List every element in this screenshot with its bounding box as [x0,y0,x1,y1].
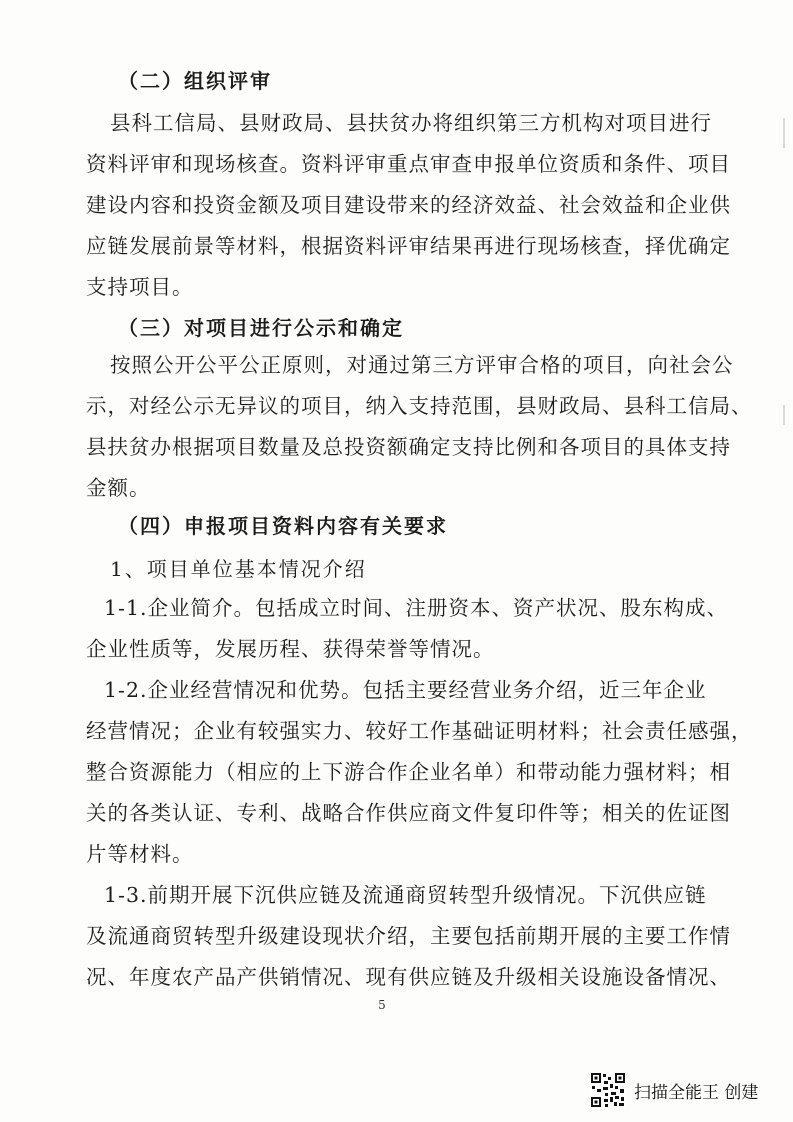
page-number: 5 [378,998,386,1012]
paragraph-line: 县科工信局、县财政局、县扶贫办将组织第三方机构对项目进行 [110,111,712,135]
paragraph-organize-review [86,103,731,308]
paragraph-line: 1-1.企业简介。包括成立时间、注册资本、资产状况、股东构成、 [104,596,729,620]
paragraph-line: 按照公开公平公正原则，对通过第三方评审合格的项目，向社会公 [110,353,734,377]
paragraph-line: 1-3.前期开展下沉供应链及流通商贸转型升级情况。下沉供应链 [104,883,707,907]
qr-code-icon [590,1072,626,1108]
paragraph-item-1-3 [86,875,731,998]
paragraph-publicity [86,345,753,509]
paragraph-line: 1-2.企业经营情况和优势。包括主要经营业务介绍，近三年企业 [104,678,707,702]
section-heading-organize-review: （二）组织评审 [118,69,272,93]
paragraph-line: 建设内容和投资金额及项目建设带来的经济效益、社会效益和企业供 [86,193,731,217]
paragraph-line: 整合资源能力（相应的上下游合作企业名单）和带动能力强材料；相 [86,760,731,784]
paragraph-line: 金额。 [86,476,151,500]
scanner-credit-text: 扫描全能王 创建 [634,1082,759,1103]
paragraph-line: 企业性质等，发展历程、获得荣誉等情况。 [86,637,495,661]
paragraph-line: 况、年度农产品产供销情况、现有供应链及升级相关设施设备情况、 [86,965,731,989]
paragraph-line: 及流通商贸转型升级建设现状介绍，主要包括前期开展的主要工作情 [86,924,731,948]
scan-edge-mark [783,118,785,148]
paragraph-item-1-1 [86,588,729,670]
subheading-unit-info: 1、项目单位基本情况介绍 [110,557,367,581]
paragraph-item-1-2 [86,670,753,875]
paragraph-line: 片等材料。 [86,842,194,866]
paragraph-line: 经营情况；企业有较强实力、较好工作基础证明材料；社会责任感强， [86,719,753,743]
paragraph-line: 支持项目。 [86,275,194,299]
paragraph-line: 关的各类认证、专利、战略合作供应商文件复印件等；相关的佐证图 [86,801,731,825]
scan-edge-mark [783,405,785,425]
paragraph-line: 示，对经公示无异议的项目，纳入支持范围，县财政局、县科工信局、 [86,394,753,418]
section-heading-publicity: （三）对项目进行公示和确定 [118,316,404,340]
section-heading-requirements: （四）申报项目资料内容有关要求 [118,514,448,538]
paragraph-line: 县扶贫办根据项目数量及总投资额确定支持比例和各项目的具体支持 [86,435,731,459]
paragraph-line: 资料评审和现场核查。资料评审重点审查申报单位资质和条件、项目 [86,152,731,176]
scanner-watermark [590,1070,758,1110]
paragraph-line: 应链发展前景等材料，根据资料评审结果再进行现场核查，择优确定 [86,234,731,258]
